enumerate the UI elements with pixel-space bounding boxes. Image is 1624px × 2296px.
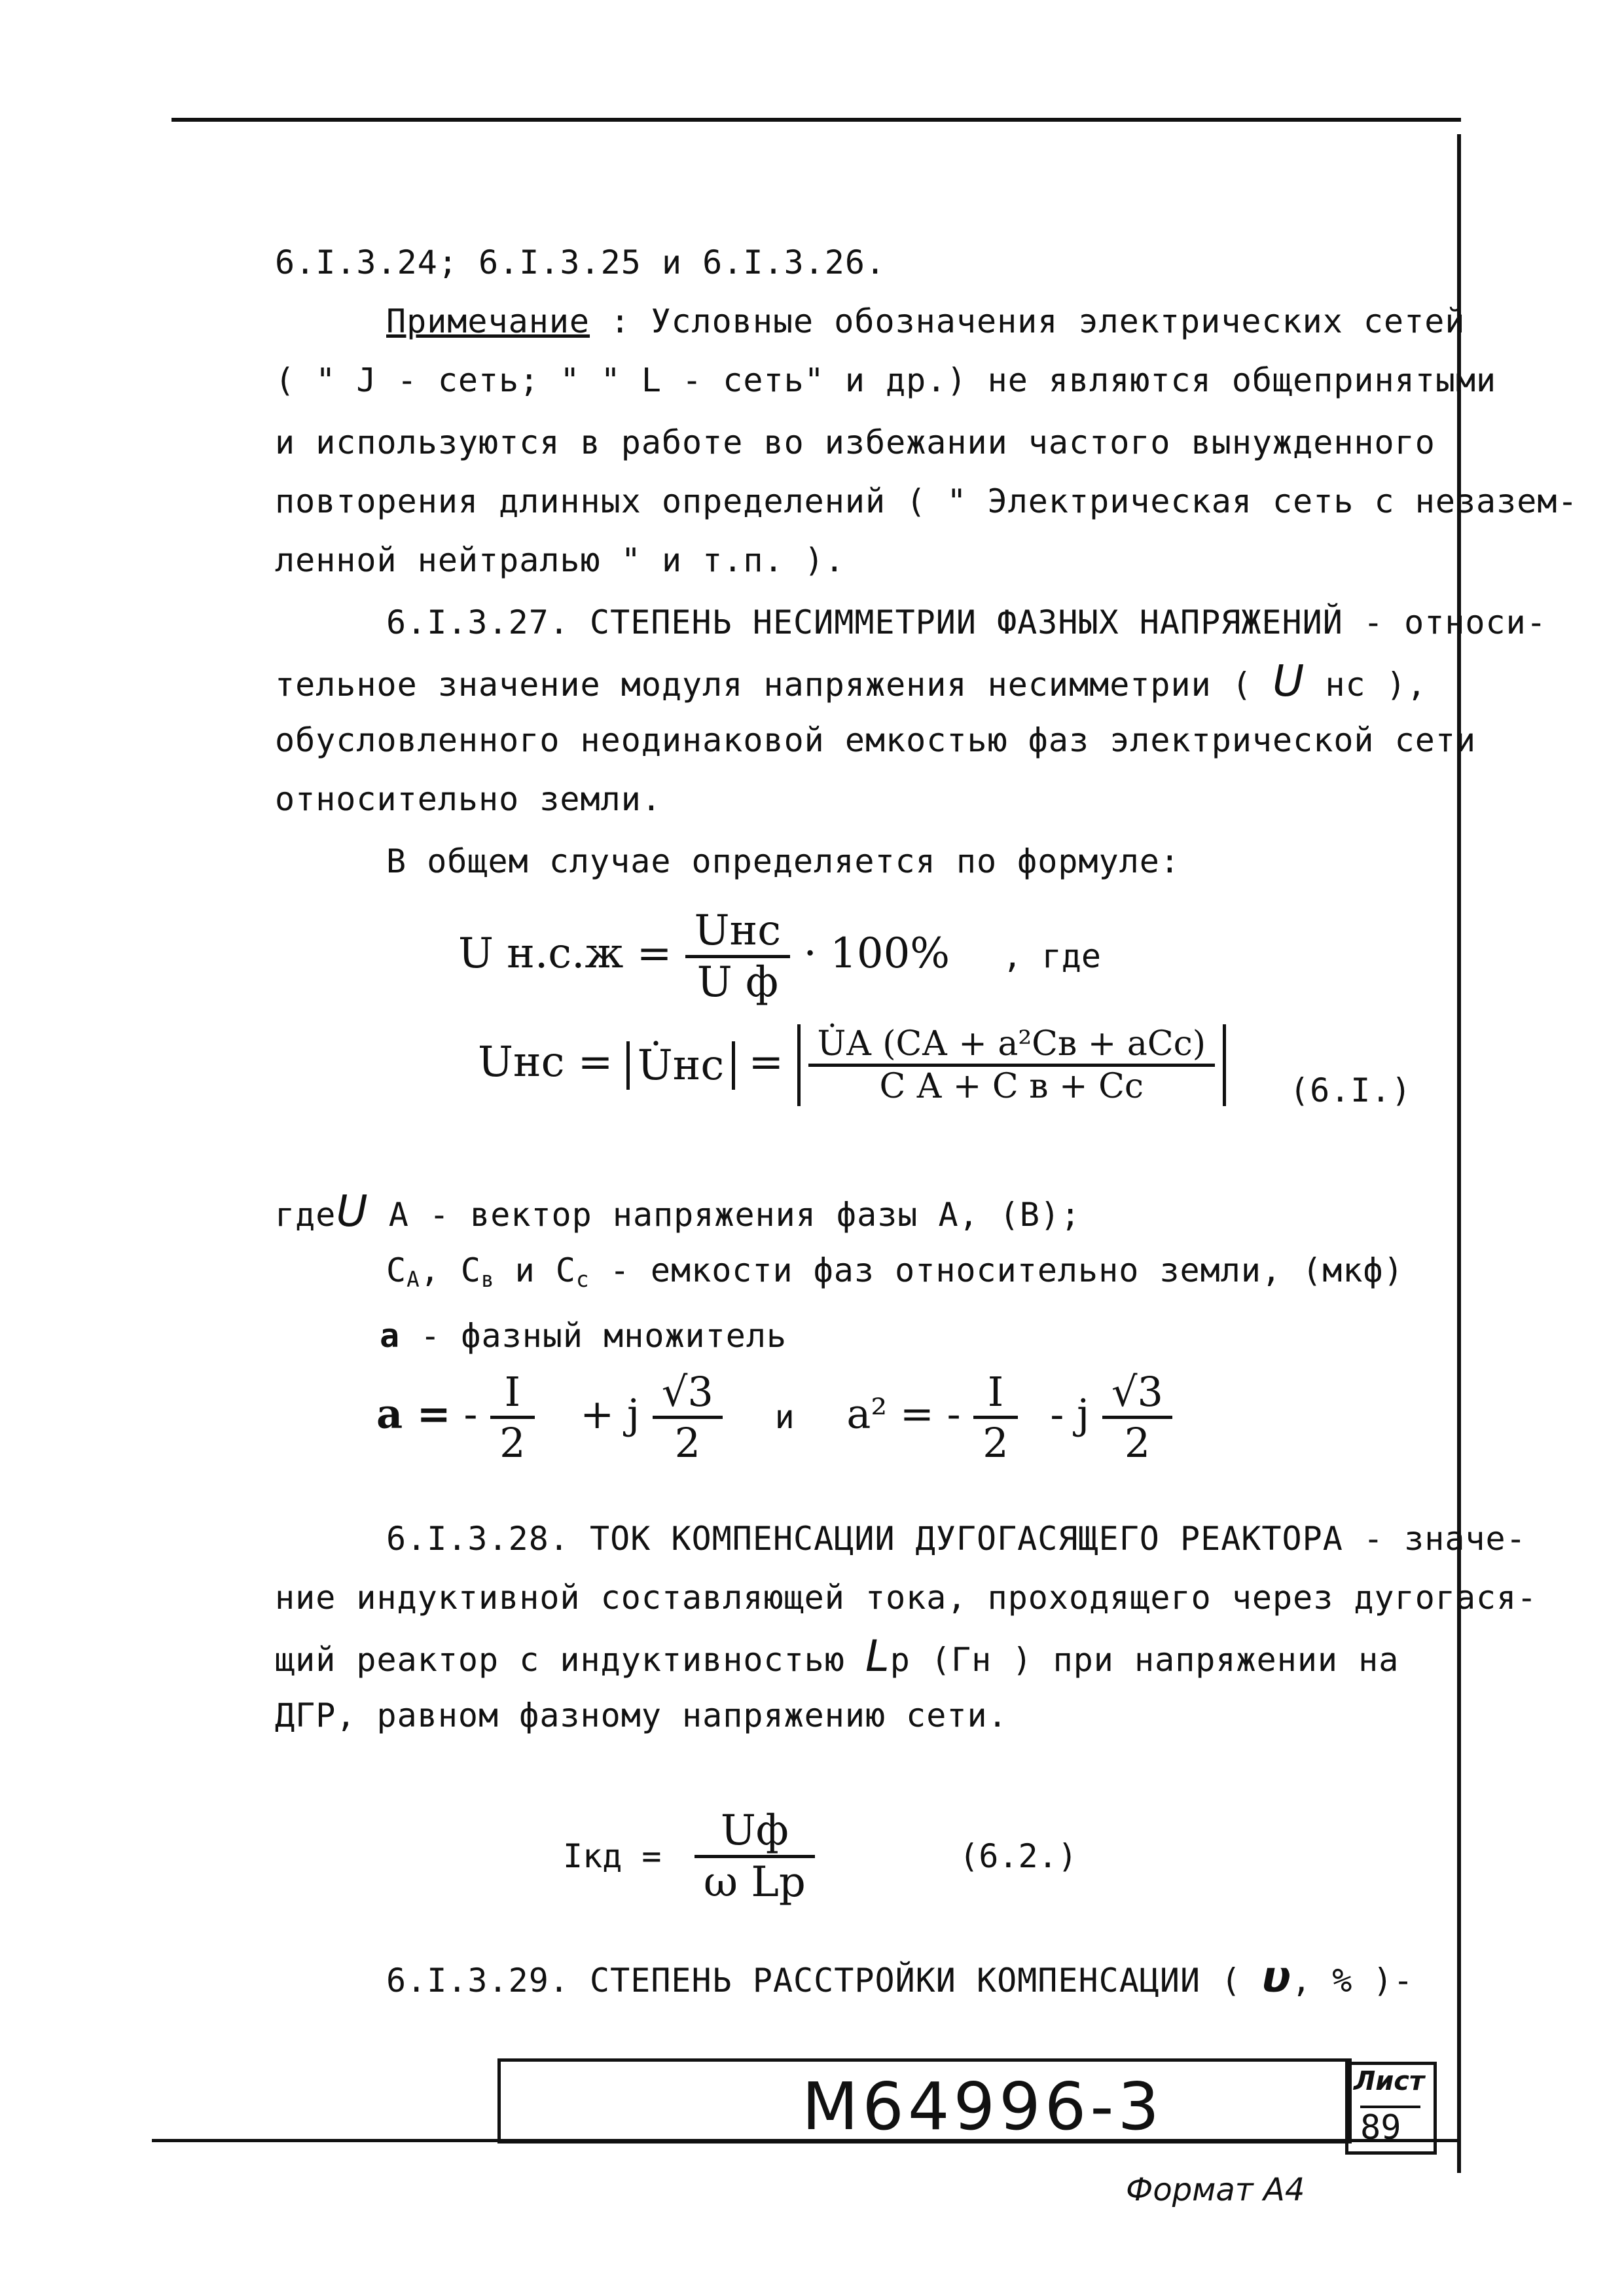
formula-2-denominator: С А + С в + Сс xyxy=(879,1067,1144,1106)
cap-c-sub: с xyxy=(576,1267,590,1293)
formula-phase-multiplier: a = - $\frac{I}{2}$ + j $\frac{√3}{2}$ и a² = - $\frac{I}{2}$ - j $\frac{√3}{2}$ xyxy=(376,1368,1172,1467)
cap-b-sub: в xyxy=(481,1267,495,1293)
formula-4-numerator: Uф xyxy=(695,1806,815,1858)
document-code: M64996-3 xyxy=(802,2068,1164,2145)
formula-1-lhs: U н.с.ж = xyxy=(458,929,672,978)
clause-28-text: щий реактор с индуктивностью xyxy=(275,1641,865,1679)
line-phase-multiplier xyxy=(380,1316,787,1356)
line-clause-28-2: ние индуктивной составляющей тока, проходящего через дугогася- xyxy=(275,1579,1538,1617)
formula-3-rhs-lhs: a² = - xyxy=(846,1390,961,1438)
line-clause-27-3: обусловленного неодинаковой емкостью фаз электрической сети xyxy=(275,721,1477,759)
formula-3-minus-j: - j xyxy=(1050,1390,1090,1438)
formula-4-lhs: Iкд = xyxy=(563,1837,662,1875)
clause-27-text-end: нс ), xyxy=(1305,666,1427,704)
formula-3-frac-c xyxy=(973,1368,1017,1467)
note-label: Примечание xyxy=(386,302,590,340)
formula-3-frac-d xyxy=(1102,1368,1172,1467)
cap-sep-2: и С xyxy=(494,1251,576,1289)
formula-3-frac-d-den: 2 xyxy=(1124,1419,1151,1467)
formula-unbalance-degree xyxy=(458,906,1101,1007)
line-clause-27-4: относительно земли. xyxy=(275,780,662,818)
formula-2-abs-fraction xyxy=(797,1024,1227,1106)
line-note-5: ленной нейтралью " и т.п. ). xyxy=(275,541,845,579)
formula-3-frac-c-num: I xyxy=(973,1368,1017,1419)
u-symbol: U xyxy=(1272,656,1305,706)
formula-2-numerator: U̇А (СА + a²Св + aСс) xyxy=(808,1024,1216,1067)
formula-4-tag: (6.2.) xyxy=(959,1837,1077,1875)
formula-3-frac-b-den: 2 xyxy=(674,1419,701,1467)
formula-3-frac-c-den: 2 xyxy=(983,1419,1009,1467)
line-clause-27: 6.I.3.27. СТЕПЕНЬ НЕСИММЕТРИИ ФАЗНЫХ НАПРЯЖЕНИЙ - относи- xyxy=(386,603,1547,641)
formula-compensation-current xyxy=(563,1806,1077,1907)
clause-28-text-end: р (Гн ) при напряжении на xyxy=(890,1641,1399,1679)
formula-3-frac-b xyxy=(653,1368,723,1467)
line-note-3: и используются в работе во избежании частого вынужденного xyxy=(275,423,1435,461)
line-note-4: повторения длинных определений ( " Электрическая сеть с незазем- xyxy=(275,482,1578,520)
frame-top-border xyxy=(171,118,1461,122)
formula-3-frac-a-num: I xyxy=(490,1368,534,1419)
line-capacitances xyxy=(386,1250,1404,1300)
clause-29-text-end: , % )- xyxy=(1291,1962,1414,2000)
cap-a-sub: А xyxy=(406,1267,420,1293)
sheet-number: 89 xyxy=(1360,2106,1420,2147)
formula-2-tag: (6.I.) xyxy=(1290,1071,1412,1109)
a-symbol: a xyxy=(380,1317,401,1355)
formula-3-lhs: a = xyxy=(376,1390,451,1438)
line-general-case: В общем случае определяется по формуле: xyxy=(386,842,1180,880)
formula-1-where: , где xyxy=(1002,937,1101,975)
formula-1-fraction xyxy=(685,906,790,1007)
frame-right-border xyxy=(1457,134,1461,2173)
ua-symbol: U xyxy=(336,1186,369,1236)
line-clause-27-2 xyxy=(275,656,1427,706)
formula-2-fraction xyxy=(808,1024,1216,1106)
line-clause-28-3 xyxy=(275,1631,1399,1681)
where-ua-text: А - вектор напряжения фазы А, (В); xyxy=(368,1196,1081,1234)
formula-2-lhs: Uнс = xyxy=(478,1038,613,1086)
where-word: где xyxy=(275,1196,336,1234)
formula-3-frac-d-num: √3 xyxy=(1102,1368,1172,1419)
capacitance-text: - емкости фаз относительно земли, (мкф) xyxy=(589,1251,1404,1289)
formula-4-denominator: ω Lр xyxy=(703,1858,806,1907)
paper-format: Формат А4 xyxy=(1126,2172,1305,2208)
clause-29-text: 6.I.3.29. СТЕПЕНЬ РАССТРОЙКИ КОМПЕНСАЦИИ ( xyxy=(386,1962,1262,2000)
formula-2-equals: = xyxy=(748,1038,784,1086)
line-note-2: ( " J - сеть; " " L - сеть" и др.) не являются общепринятыми xyxy=(275,361,1497,399)
line-note xyxy=(386,301,1465,342)
title-block xyxy=(497,2058,1352,2144)
clause-27-text: тельное значение модуля напряжения несимметрии ( xyxy=(275,666,1273,704)
formula-1-multiplier: · 100% xyxy=(803,929,950,978)
phase-multiplier-text: - фазный множитель xyxy=(400,1317,787,1355)
formula-3-plus-j: + j xyxy=(580,1390,640,1438)
note-text: : Условные обозначения электрических сетей xyxy=(590,302,1466,340)
formula-unbalance-voltage xyxy=(478,1024,1226,1106)
line-where-ua xyxy=(275,1186,1081,1236)
l-symbol: L xyxy=(865,1631,890,1681)
formula-3-frac-a-den: 2 xyxy=(499,1419,526,1467)
formula-1-numerator: Uнс xyxy=(685,906,790,958)
sheet-box xyxy=(1345,2062,1437,2155)
line-clause-28: 6.I.3.28. ТОК КОМПЕНСАЦИИ ДУГОГАСЯЩЕГО РЕАКТОРА - значе- xyxy=(386,1520,1526,1558)
sheet-label: Лист xyxy=(1354,2066,1425,2096)
formula-3-frac-a xyxy=(490,1368,534,1467)
line-clause-29 xyxy=(386,1952,1414,2002)
formula-3-and: и xyxy=(774,1397,795,1436)
line-clause-28-4: ДГР, равном фазному напряжению сети. xyxy=(275,1696,1008,1734)
upsilon-symbol: υ xyxy=(1261,1952,1291,2002)
formula-3-frac-b-num: √3 xyxy=(653,1368,723,1419)
formula-4-fraction xyxy=(695,1806,815,1907)
cap-a-symbol: С xyxy=(386,1251,407,1289)
cap-sep-1: , С xyxy=(420,1251,481,1289)
line-clauses-ref: 6.I.3.24; 6.I.3.25 и 6.I.3.26. xyxy=(275,243,886,281)
formula-2-abs-voltage: U̇нс xyxy=(626,1041,735,1090)
formula-1-denominator: U ф xyxy=(696,958,779,1007)
